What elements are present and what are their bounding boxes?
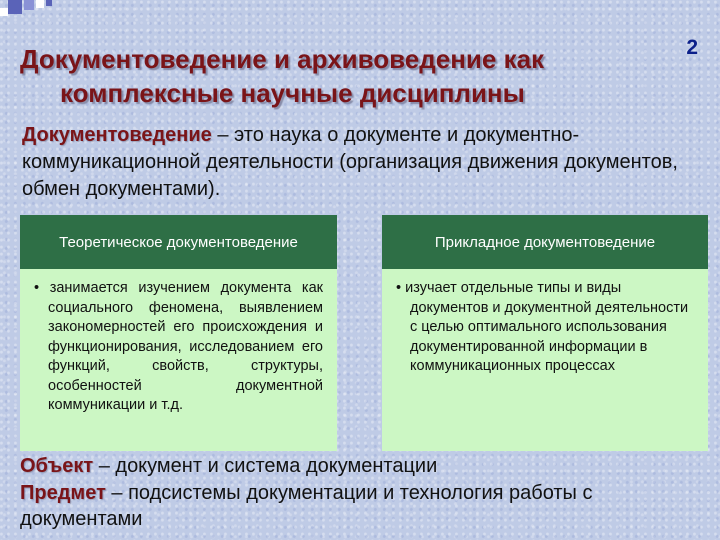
theoretical-heading: Теоретическое документоведение	[20, 215, 337, 269]
applied-heading: Прикладное документоведение	[382, 215, 708, 269]
subject-term: Предмет	[20, 482, 106, 504]
slide-number: 2	[686, 36, 698, 59]
theoretical-bullet: • занимается изучением документа как социального феномена, выявлением закономерностей его происхождения и функционирования, исследованием его функций, свойств, структуры, особенностей документной коммуникации и т.д.	[34, 280, 323, 413]
object-text: – документ и система документации	[93, 455, 438, 477]
subject-text: – подсистемы документации и технология работы с документами	[20, 482, 593, 530]
definition-text: – это наука о документе и документно-коммуникационной деятельности (организация движения документов, обмен документами).	[22, 124, 678, 200]
applied-column	[382, 215, 708, 451]
applied-bullet: • изучает отдельные типы и виды документов и документной деятельности с целью оптимального использования документированной информации в коммуникационных процессах	[396, 280, 689, 374]
corner-decoration	[0, 0, 60, 24]
definition-paragraph	[22, 122, 712, 203]
definition-term: Документоведение	[22, 124, 212, 146]
object-term: Объект	[20, 455, 94, 477]
applied-body	[382, 269, 708, 451]
theoretical-column	[20, 215, 337, 451]
slide-title	[20, 42, 680, 110]
theoretical-body	[20, 269, 337, 451]
title-line-2: комплексные научные дисциплины	[60, 78, 525, 108]
title-line-1: Документоведение и архивоведение как	[20, 44, 545, 74]
object-line	[20, 453, 437, 479]
subject-line	[20, 480, 710, 532]
